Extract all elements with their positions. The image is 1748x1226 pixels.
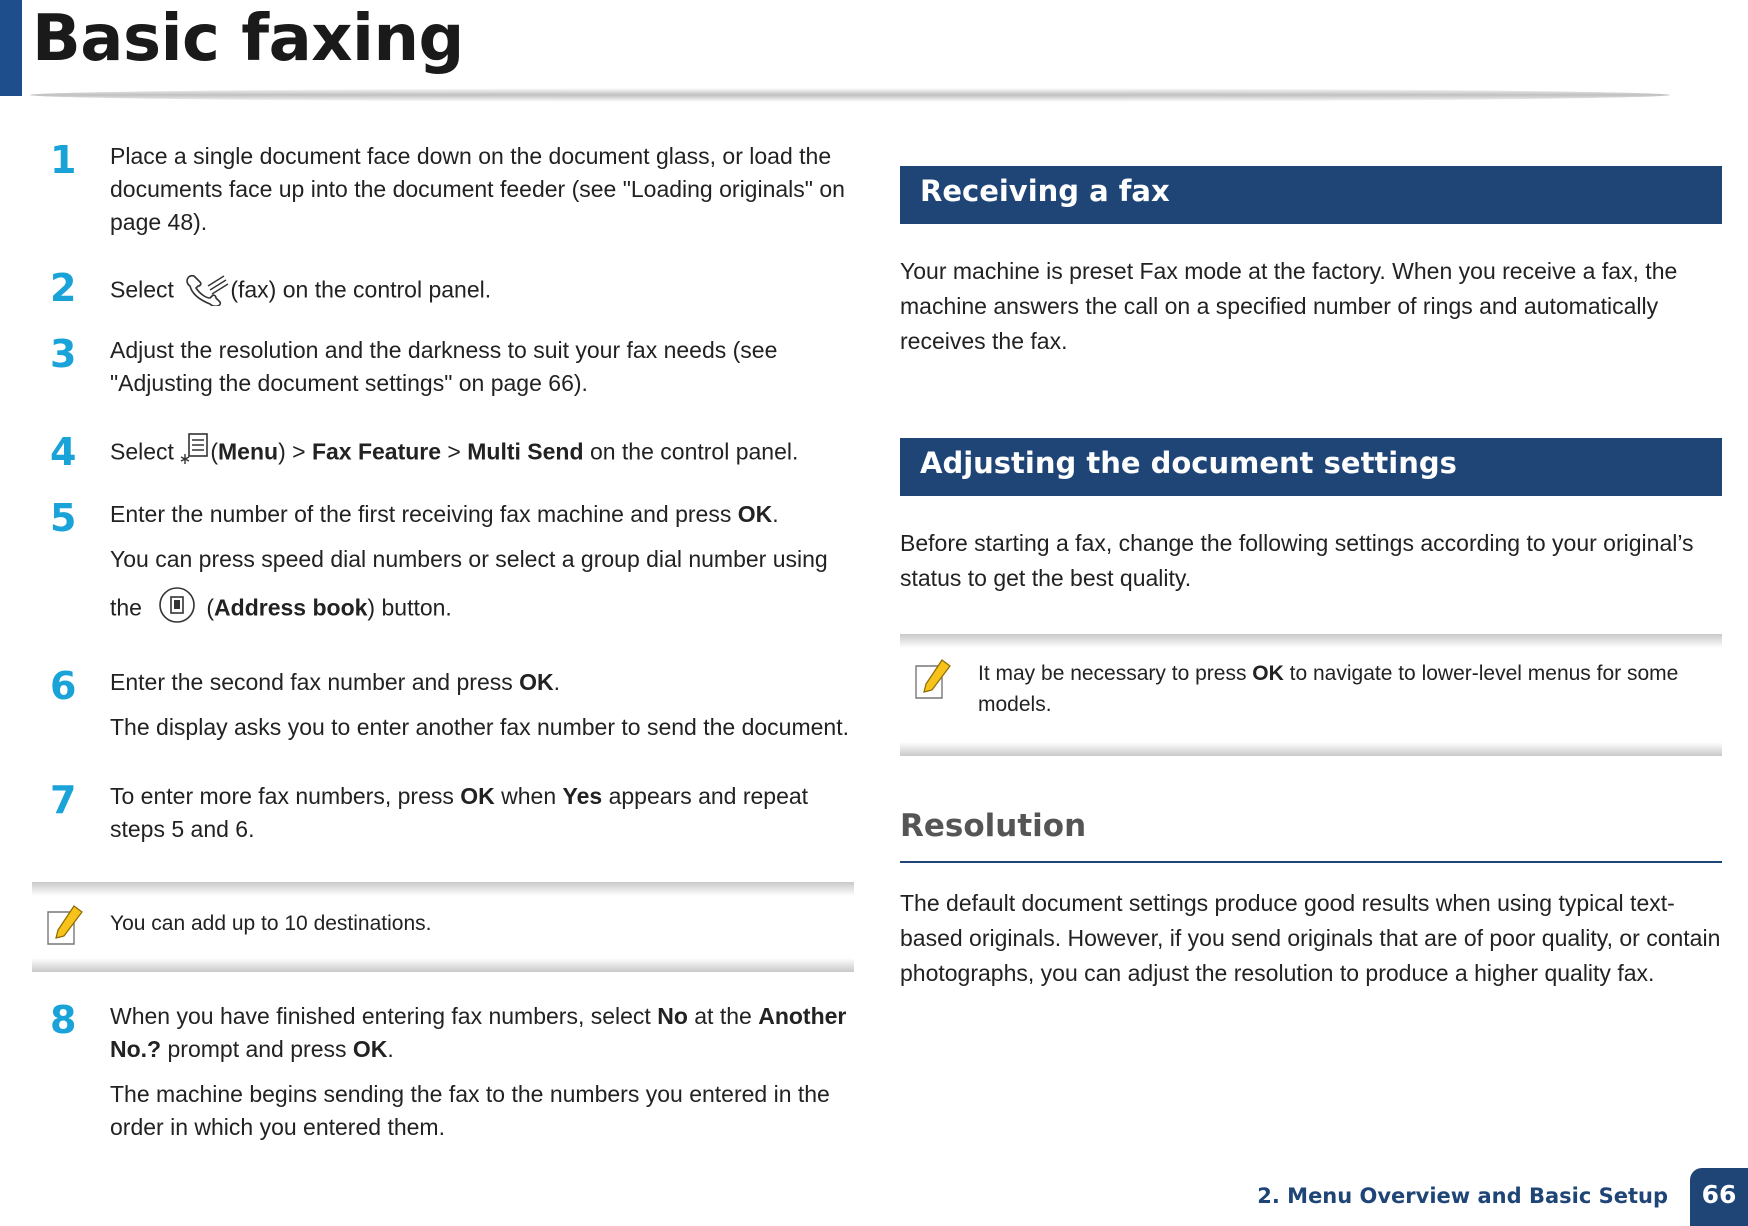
- step-text: [110, 334, 860, 400]
- step-3-text: Adjust the resolution and the darkness to suit your fax needs (see "Adjusting the document settings" on page 66).: [110, 337, 778, 396]
- step-text: Enter the second fax number and press OK. The display asks you to enter another fax number to send the document.: [110, 666, 860, 744]
- note-box-ok: [900, 634, 1722, 756]
- step-8-prompt: prompt and press: [167, 1036, 347, 1062]
- note-pencil-icon: [46, 904, 86, 953]
- step-5-the: the: [110, 594, 142, 621]
- note-shade-bottom: [900, 742, 1722, 756]
- adjusting-paragraph: Before starting a fax, change the following settings according to your original’s status to get the best quality.: [900, 530, 1694, 591]
- step-number: 3: [50, 332, 77, 376]
- resolution-paragraph: The default document settings produce good results when using typical text-based originals. However, if you send originals that are of poor quality, or contain photographs, you can adjust the resolution to produce a higher quality fax.: [900, 890, 1721, 986]
- note-ok-bold: OK: [1252, 662, 1284, 685]
- step-1-text: Place a single document face down on the document glass, or load the documents face up into the document feeder (see "Loading originals" on page 48).: [110, 143, 845, 235]
- section-title-adjusting: Adjusting the document settings: [920, 446, 1457, 480]
- step-text: Enter the number of the first receiving fax machine and press OK. You can press speed dial numbers or select a group dial number using the (Address book) button.: [110, 498, 860, 633]
- step-number: 2: [50, 266, 77, 310]
- step-number: 1: [50, 138, 77, 182]
- step-5-button: button.: [381, 594, 452, 621]
- step-6-ok: OK: [519, 669, 554, 695]
- section-header-receiving: [900, 166, 1722, 224]
- title-accent-bar: [0, 0, 22, 96]
- step-4-pre: Select: [110, 438, 174, 465]
- receiving-paragraph: Your machine is preset Fax mode at the factory. When you receive a fax, the machine answers the call on a specified number of rings and automatically receives the fax.: [900, 258, 1678, 354]
- menu-icon: [180, 432, 210, 475]
- section-title-receiving: Receiving a fax: [920, 174, 1170, 208]
- step-number: 6: [50, 664, 77, 708]
- step-6-pre: Enter the second fax number and press: [110, 669, 513, 695]
- step-5-ok: OK: [737, 501, 773, 527]
- step-7-ok: OK: [460, 783, 495, 809]
- page-title: Basic faxing: [32, 2, 464, 76]
- step-number: 5: [50, 496, 77, 540]
- resolution-title: Resolution: [900, 808, 1087, 844]
- step-text: When you have finished entering fax numbers, select No at the Another No.? prompt and press OK. The machine begins sending the fax to the numbers you entered in the order in which you entered them.: [110, 1000, 860, 1144]
- step-4-menu: Menu: [218, 438, 279, 465]
- step-6-line2: The display asks you to enter another fax number to send the document.: [110, 714, 849, 740]
- note-ok-pre: It may be necessary to press: [978, 662, 1247, 685]
- note-shade-top: [32, 882, 854, 896]
- step-5-line2: You can press speed dial numbers or select a group dial number using: [110, 546, 828, 572]
- note-text: You can add up to 10 destinations.: [110, 912, 432, 935]
- footer-chapter: 2. Menu Overview and Basic Setup: [1257, 1184, 1668, 1208]
- step-text: [110, 140, 860, 239]
- note-shade-top: [900, 634, 1722, 648]
- step-text: [110, 268, 860, 315]
- note-box-destinations: [32, 882, 854, 972]
- note-text: [978, 658, 1718, 720]
- step-2-pre: Select: [110, 276, 174, 303]
- step-8-at-the: at the: [694, 1003, 752, 1029]
- step-2-post: (fax) on the control panel.: [230, 276, 492, 303]
- fax-icon: [180, 268, 230, 315]
- step-8-ok: OK: [352, 1036, 388, 1062]
- step-8-line2: The machine begins sending the fax to the numbers you entered in the order in which you entered them.: [110, 1081, 830, 1140]
- step-7-when: when: [501, 783, 557, 809]
- step-5-pre: Enter the number of the first receiving fax machine and press: [110, 501, 732, 527]
- title-divider: [30, 88, 1670, 102]
- step-8-no: No: [657, 1003, 688, 1029]
- section-header-adjusting: [900, 438, 1722, 496]
- step-7-yes: Yes: [562, 783, 603, 809]
- step-number: 7: [50, 778, 77, 822]
- step-7-pre: To enter more fax numbers, press: [110, 783, 454, 809]
- note-shade-bottom: [32, 958, 854, 972]
- note-pencil-icon: [914, 658, 954, 707]
- resolution-heading: [900, 808, 1722, 863]
- step-text: [110, 780, 860, 846]
- note-ok-post: to navigate to lower-level menus for some models.: [978, 662, 1679, 716]
- step-5-address-book: Address book: [214, 594, 368, 621]
- step-7-post: appears and repeat steps 5 and 6.: [110, 783, 809, 842]
- step-4-post: on the control panel.: [589, 438, 799, 465]
- page-number: 66: [1701, 1180, 1737, 1209]
- address-book-icon: [158, 586, 196, 633]
- step-4-fax-feature: Fax Feature: [311, 438, 442, 465]
- step-number: 8: [50, 998, 77, 1042]
- page-number-badge: [1690, 1168, 1748, 1226]
- step-8-another: Another No.?: [110, 1003, 847, 1062]
- step-text: Select (Menu) > Fax Feature > Multi Send on the control panel.: [110, 432, 860, 475]
- step-8-pre: When you have finished entering fax numbers, select: [110, 1003, 651, 1029]
- step-4-multi-send: Multi Send: [467, 438, 584, 465]
- step-number: 4: [50, 430, 77, 474]
